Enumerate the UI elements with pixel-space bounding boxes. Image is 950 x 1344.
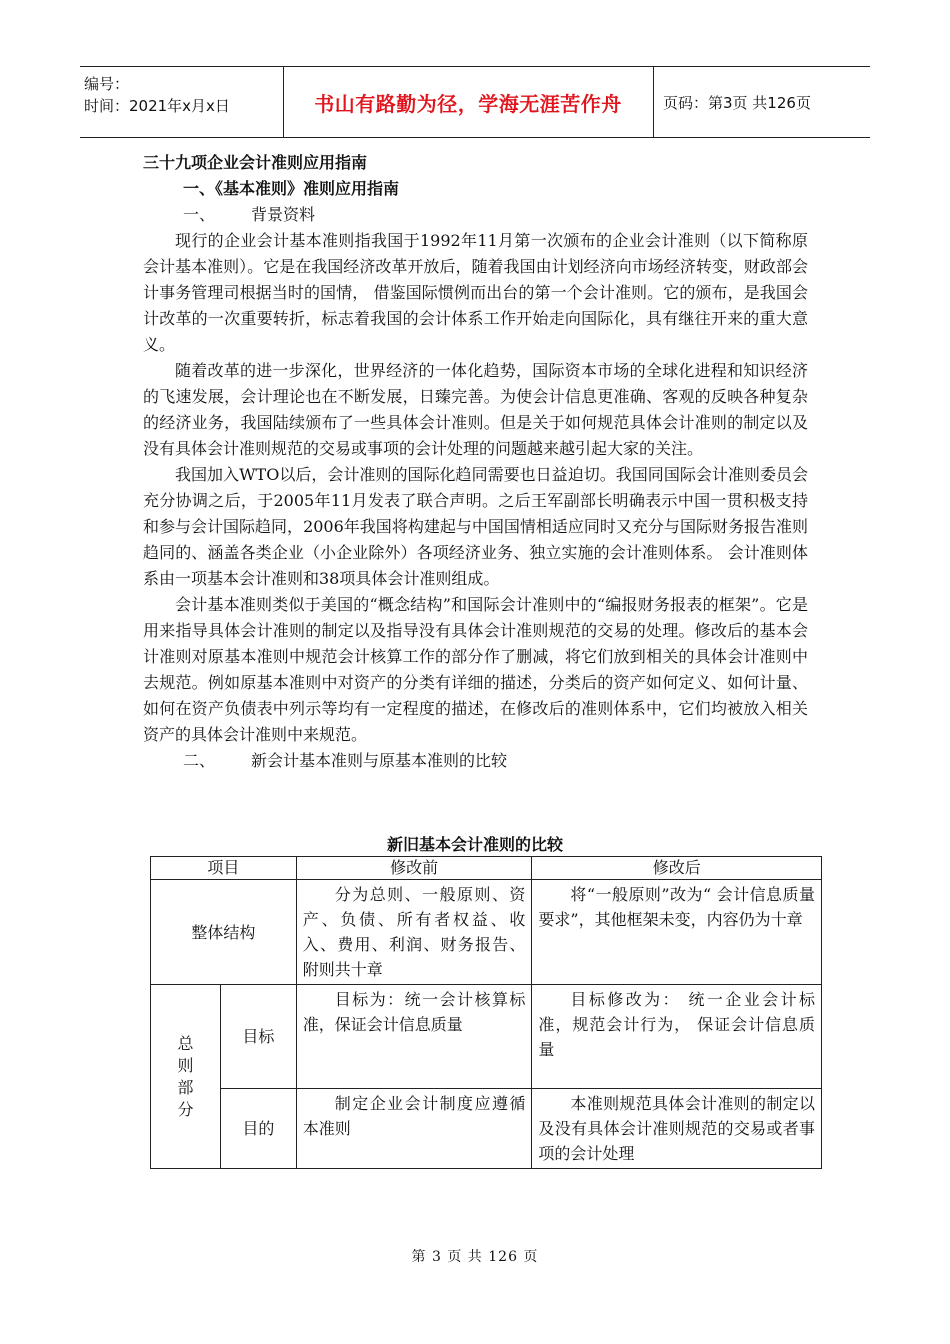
page-footer: 第 3 页 共 126 页 <box>411 1249 539 1265</box>
table-cell <box>296 880 532 985</box>
table-cell <box>296 1089 532 1169</box>
table-row <box>151 1089 822 1169</box>
row-label: 整体结构 <box>151 880 297 985</box>
cell-text: 分为总则、一般原则、资产、负债、所有者权益、收入、费用、利润、财务报告、附则共十章 <box>302 885 526 979</box>
cell-text: 本准则规范具体会计准则的制定以及没有具体会计准则规范的交易或者事项的会计处理 <box>538 1094 815 1163</box>
cell-text: 将“一般原则”改为“ 会计信息质量要求”，其他框架未变，内容仍为十章 <box>538 885 815 929</box>
cell-text: 目标修改为： 统一企业会计标准，规范会计行为， 保证会计信息质量 <box>538 990 815 1059</box>
header-cell: 修改前 <box>296 857 532 880</box>
section-number: 二、 <box>183 751 216 770</box>
header-motto: 书山有路勤为径，学海无涯苦作舟 <box>314 91 622 116</box>
table-cell <box>296 985 532 1089</box>
header-cell: 项目 <box>151 857 297 880</box>
cell-text: 制定企业会计制度应遵循本准则 <box>302 1094 526 1138</box>
section-heading-2 <box>143 748 808 774</box>
table-row <box>151 880 822 985</box>
paragraph: 现行的企业会计基本准则指我国于1992年11月第一次颁布的企业会计准则（以下简称原会计基本准则）。它是在我国经济改革开放后，随着我国由计划经济向市场经济转变，财政部会计事务管理司根据当时的国情， 借鉴国际惯例而出台的第一个会计准则。它的颁布，是我国会计改革的一次重要转折，标志着我国的会计体系工作开始走向国际化，具有继往开来的重大意义。 <box>143 231 808 354</box>
section-heading-1 <box>143 202 808 228</box>
header-divider <box>653 67 654 137</box>
table-cell <box>532 1089 822 1169</box>
paragraph: 会计基本准则类似于美国的“概念结构”和国际会计准则中的“编报财务报表的框架”。它是用来指导具体会计准则的制定以及指导没有具体会计准则规范的交易的处理。修改后的基本会计准则对原基本准则中规范会计核算工作的部分作了删减，将它们放到相关的具体会计准则中去规范。例如原基本准则中对资产的分类有详细的描述，分类后的资产如何定义、如何计量、如何在资产负债表中列示等均有一定程度的描述，在修改后的准则体系中，它们均被放入相关资产的具体会计准则中来规范。 <box>143 595 808 744</box>
section-title: 背景资料 <box>251 205 316 224</box>
row-label: 目的 <box>220 1089 296 1169</box>
header-page-number: 页码：第3页 共126页 <box>663 93 811 112</box>
document-body <box>143 150 808 774</box>
header-meta <box>84 73 230 117</box>
doc-number-label: 编号： <box>84 75 130 93</box>
table-cell <box>532 880 822 985</box>
document-subtitle: 一、《基本准则》准则应用指南 <box>183 179 400 198</box>
document-title: 三十九项企业会计准则应用指南 <box>143 153 368 172</box>
paragraph: 我国加入WTO以后，会计准则的国际化趋同需要也日益迫切。我国同国际会计准则委员会充分协调之后，于2005年11月发表了联合声明。之后王军副部长明确表示中国一贯积极支持和参与会计国际趋同，2006年我国将构建起与中国国情相适应同时又充分与国际财务报告准则趋同的、涵盖各类企业（小企业除外）各项经济业务、独立实施的会计准则体系。 会计准则体系由一项基本会计准则和38项具体会计准则组成。 <box>143 465 808 588</box>
table-header-row <box>151 857 822 880</box>
header-cell: 修改后 <box>532 857 822 880</box>
table-row <box>151 985 822 1089</box>
doc-date-label: 时间：2021年x月x日 <box>84 97 230 115</box>
row-label: 目标 <box>220 985 296 1089</box>
group-label-cell <box>151 985 221 1169</box>
table-title: 新旧基本会计准则的比较 <box>386 835 563 854</box>
section-number: 一、 <box>183 205 216 224</box>
page-header <box>80 66 870 138</box>
comparison-table <box>150 856 822 1169</box>
group-label: 总则部分 <box>177 1033 194 1119</box>
cell-text: 目标为：统一会计核算标准，保证会计信息质量 <box>302 990 526 1034</box>
paragraph: 随着改革的进一步深化，世界经济的一体化趋势，国际资本市场的全球化进程和知识经济的飞速发展，会计理论也在不断发展，日臻完善。为使会计信息更准确、客观的反映各种复杂的经济业务，我国陆续颁布了一些具体会计准则。但是关于如何规范具体会计准则的制定以及没有具体会计准则规范的交易或事项的会计处理的问题越来越引起大家的关注。 <box>143 361 808 458</box>
table-cell <box>532 985 822 1089</box>
section-title: 新会计基本准则与原基本准则的比较 <box>251 751 508 770</box>
